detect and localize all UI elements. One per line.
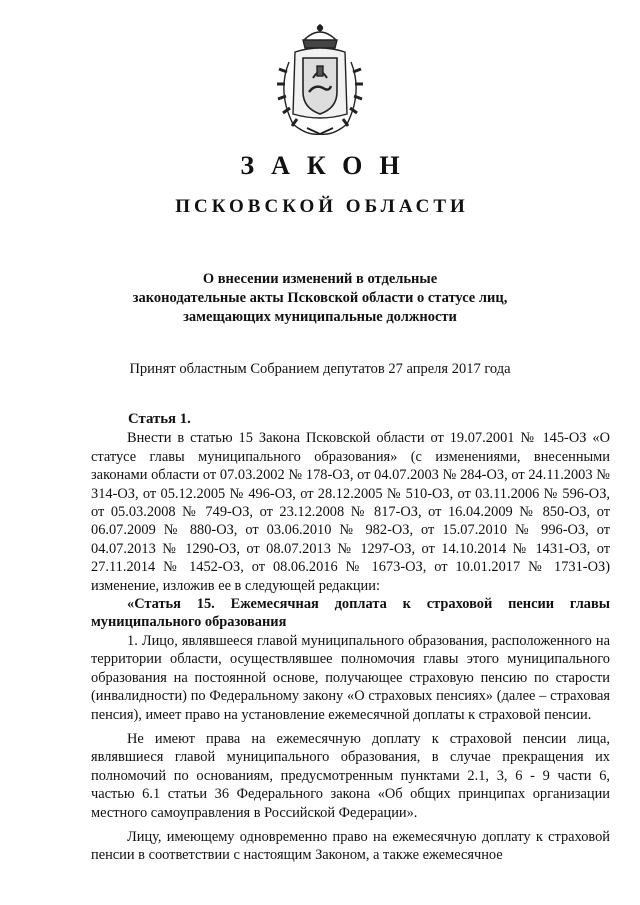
- law-subject: [0, 270, 640, 327]
- subject-line: О внесении изменений в отдельные: [202, 271, 438, 287]
- article-intro-paragraph: Внести в статью 15 Закона Псковской области от 19.07.2001 № 145-ОЗ «О статусе главы муниципального образования» (с изменениями, внесенными законами области от 07.03.2002 № 178-ОЗ, от 04.07.2003 № 284-ОЗ, от 24.11.2003 № 314-ОЗ, от 05.12.2005 № 496-ОЗ, от 28.12.2005 № 510-ОЗ, от 03.11.2006 № 596-ОЗ, от 05.03.2008 № 749-ОЗ, от 23.12.2008 № 817-ОЗ, от 16.04.2009 № 850-ОЗ, от 06.07.2009 № 880-ОЗ, от 03.06.2010 № 982-ОЗ, от 15.07.2010 № 996-ОЗ, от 04.07.2013 № 1290-ОЗ, от 08.07.2013 № 1297-ОЗ, от 14.10.2014 № 1431-ОЗ, от 27.11.2014 № 1452-ОЗ, от 08.06.2016 № 1673-ОЗ, от 10.01.2017 № 1731-ОЗ) изменение, изложив ее в следующей редакции:: [91, 430, 610, 594]
- article-heading: Статья 1.: [128, 411, 191, 427]
- adoption-note: Принят областным Собранием депутатов 27 апреля 2017 года: [129, 361, 511, 377]
- document-type-title: ЗАКОН: [240, 151, 417, 180]
- subject-line: законодательные акты Псковской области о статусе лиц,: [132, 290, 508, 306]
- quoted-article-heading: «Статья 15. Ежемесячная доплата к страховой пенсии главы муниципального образования: [91, 596, 610, 631]
- paragraph: Не имеют права на ежемесячную доплату к страховой пенсии лица, являвшиеся главой муниципального образования, в случае прекращения их полномочий по основаниям, предусмотренным пунктами 2.1, 3, 6 - 9 части 6, частью 6.1 статьи 36 Федерального закона «Об общих принципах организации местного самоуправления в Российской Федерации».: [91, 730, 610, 821]
- subject-line: замещающих муниципальные должности: [183, 309, 457, 325]
- paragraph: 1. Лицо, являвшееся главой муниципального образования, расположенного на территории области, осуществлявшее полномочия главы этого муниципального образования на постоянной основе, получающее страховую пенсию по старости (инвалидности) по Федеральному закону «О страховых пенсиях» (далее – страховая пенсия), имеет право на установление ежемесячной доплаты к страховой пенсии.: [91, 632, 610, 723]
- region-title: ПСКОВСКОЙ ОБЛАСТИ: [175, 196, 469, 217]
- paragraph: Лицу, имеющему одновременно право на ежемесячную доплату к страховой пенсии в соответствии с настоящим Законом, а также ежемесячное: [91, 828, 610, 864]
- pskov-coat-of-arms-icon: [267, 22, 373, 140]
- law-body: [91, 410, 610, 865]
